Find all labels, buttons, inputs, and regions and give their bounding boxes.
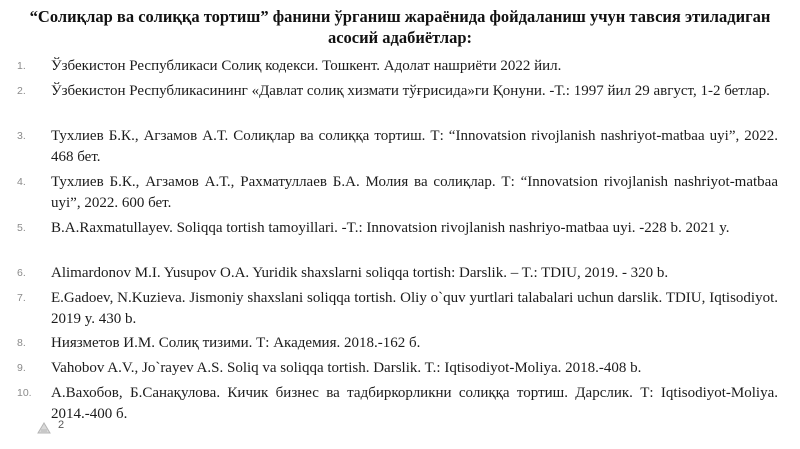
item-number: 7. bbox=[17, 292, 26, 304]
item-text: Ўзбекистон Республикасининг «Давлат солиқ хизмати тўғрисида»ги Қонуни. -Т.: 1997 йил 29 август, 1-2 бетлар. bbox=[51, 83, 770, 99]
item-number: 1. bbox=[17, 60, 26, 72]
item-number: 10. bbox=[17, 387, 32, 399]
item-text: Vahobov A.V., Jo`rayev A.S. Soliq va soliqqa tortish. Darslik. T.: Iqtisodiyot-Moliya. 2018.-408 b. bbox=[51, 360, 642, 376]
item-text: B.A.Raxmatullayev. Soliqqa tortish tamoyillari. -T.: Innovatsion rivojlanish nashriyo-matbaa uyi. -228 b. 2021 y. bbox=[51, 220, 730, 236]
item-number: 8. bbox=[17, 337, 26, 349]
item-number: 5. bbox=[17, 222, 26, 234]
item-number: 3. bbox=[17, 130, 26, 142]
item-text: Ўзбекистон Республикаси Солиқ кодекси. Тошкент. Адолат нашриёти 2022 йил. bbox=[51, 58, 562, 74]
item-text: Тухлиев Б.К., Агзамов А.Т. Солиқлар ва солиққа тортиш. Т: “Innovatsion rivojlanish nashriyot-matbaa uyi”, 2022. 468 бет. bbox=[51, 128, 778, 165]
item-number: 6. bbox=[17, 267, 26, 279]
item-text: Тухлиев Б.К., Агзамов А.Т., Рахматуллаев Б.А. Молия ва солиқлар. Т: “Innovatsion rivojlanish nashriyot-matbaa uyi”, 2022. 600 бет. bbox=[51, 174, 778, 211]
item-number: 9. bbox=[17, 362, 26, 374]
item-text: Alimardonov M.I. Yusupov O.A. Yuridik shaxslarni soliqqa tortish: Darslik. – T.: TDIU, 2019. - 320 b. bbox=[51, 265, 669, 281]
item-number: 4. bbox=[17, 176, 26, 188]
item-text: Ниязметов И.М. Солиқ тизими. Т: Академия. 2018.-162 б. bbox=[51, 335, 421, 351]
item-text: E.Gadoev, N.Kuzieva. Jismoniy shaxslani soliqqa tortish. Oliy o`quv yurtlari talabalari uchun darslik. TDIU, Iqtisodiyot. 2019 y. 430 b. bbox=[51, 290, 778, 327]
item-text: А.Вахобов, Б.Санақулова. Кичик бизнес ва тадбиркорликни солиққа тортиш. Дарслик. Т: Iqtisodiyot-Moliya. 2014.-400 б. bbox=[51, 385, 778, 422]
item-number: 2. bbox=[17, 85, 26, 97]
slide-icon bbox=[37, 421, 51, 433]
page-number: 2 bbox=[58, 419, 65, 431]
page-title: “Солиқлар ва солиққа тортиш” фанини ўрганиш жараёнида фойдаланиш учун тавсия этиладиган асосий адабиётлар: bbox=[29, 7, 771, 47]
